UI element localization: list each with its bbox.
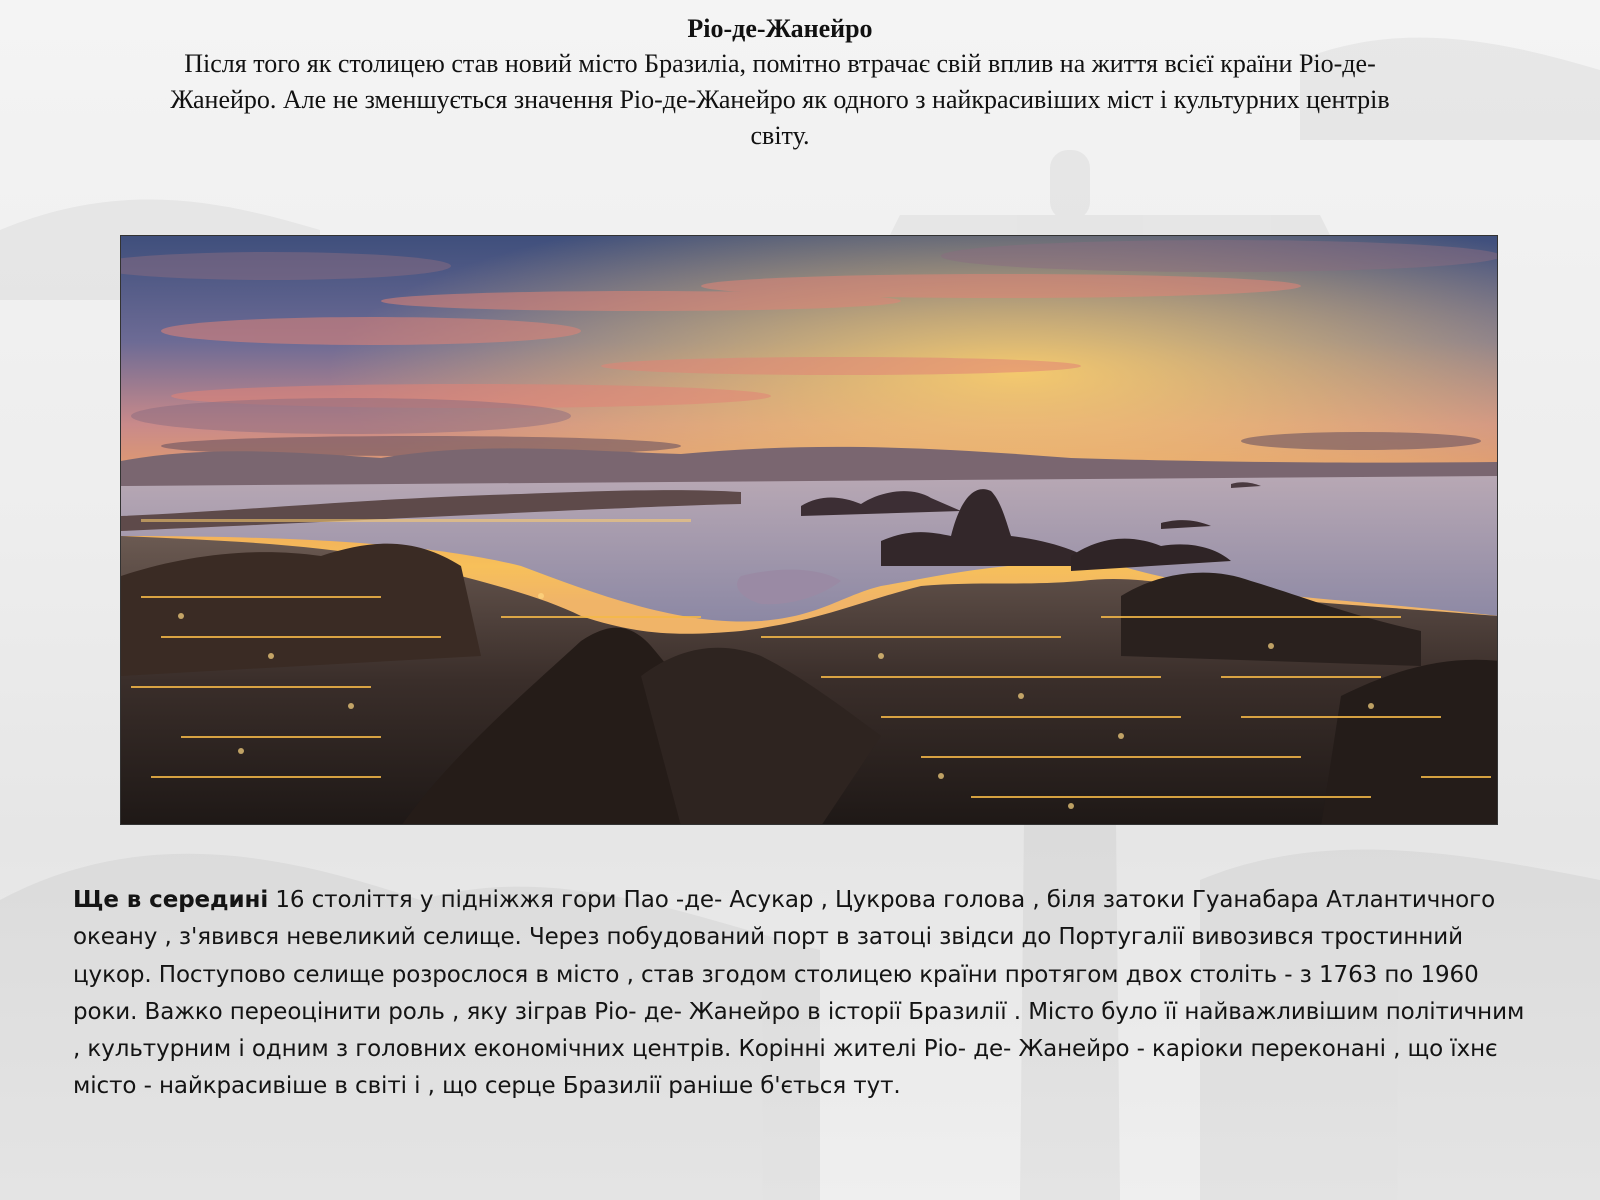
slide-intro: Після того як столицею став новий місто Бразиліа, помітно втрачає свій вплив на життя всієї країни Ріо-де-Жанейро. Але не зменшується значення Ріо-де-Жанейро як одного з найкрасивіших міст і культурних центрів світу. (170, 49, 1390, 150)
body-lead: Ще в середині (73, 887, 269, 913)
rio-panorama-photo (120, 235, 1498, 825)
slide-header (150, 12, 1410, 154)
slide-title: Ріо-де-Жанейро (687, 14, 873, 43)
rio-panorama-illustration (121, 236, 1498, 825)
body-rest: 16 століття у підніжжя гори Пао -де- Асукар , Цукрова голова , біля затоки Гуанабара Атлантичного океану , з'явився невеликий селище. Через побудований порт в затоці звідси до Португалії вивозився тростинний цукор. Поступово селище розрослося в місто , став згодом столицею країни протягом двох століть - з 1763 по 1960 роки. Важко переоцінити роль , яку зіграв Ріо- де- Жанейро в історії Бразилії . Місто було її найважливішим політичним , культурним і одним з головних економічних центрів. Корінні жителі Ріо- де- Жанейро - каріоки переконані , що їхнє місто - найкрасивіше в світі і , що серце Бразилії раніше б'ється тут. (73, 887, 1525, 1100)
body-paragraph (73, 882, 1533, 1106)
